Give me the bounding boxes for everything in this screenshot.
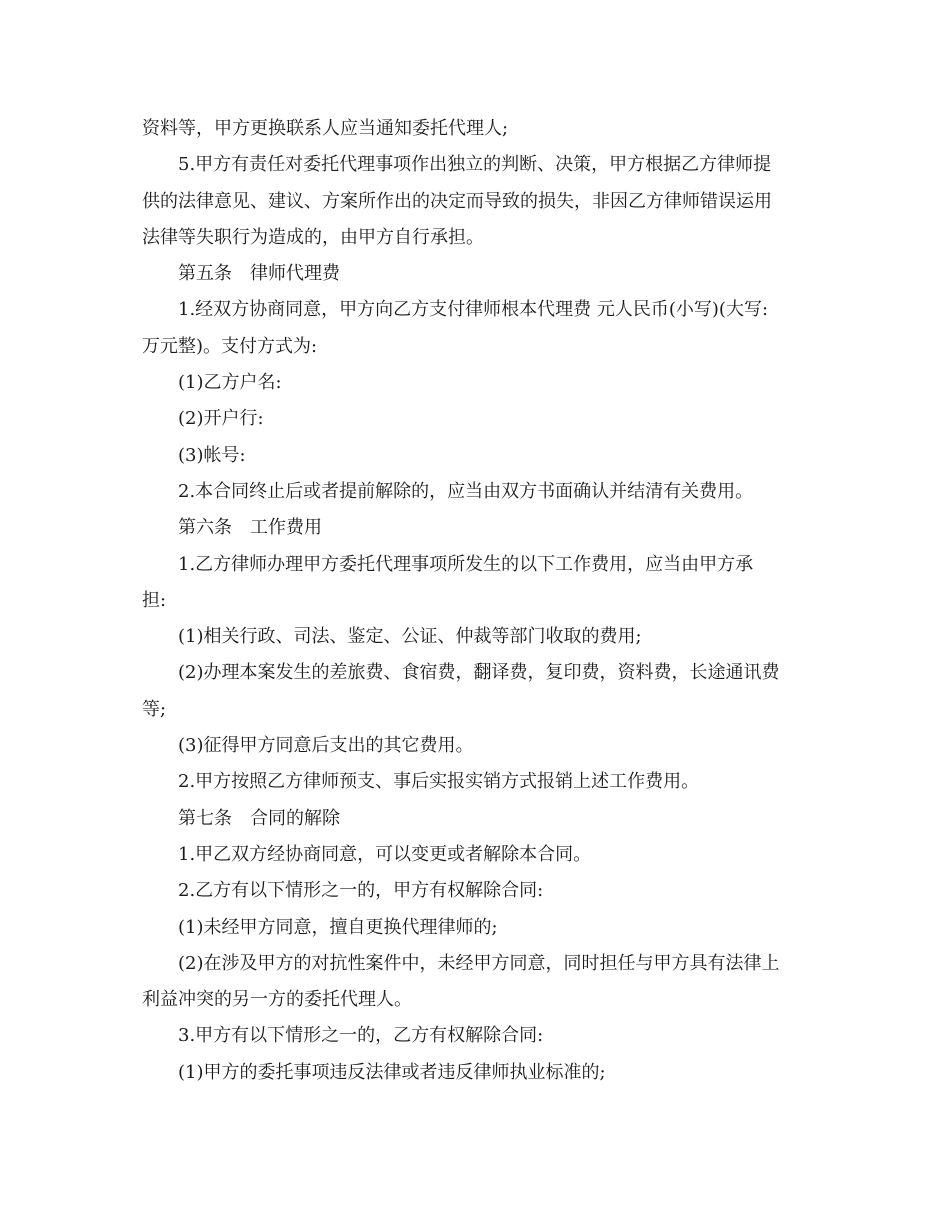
text-line: 1.经双方协商同意，甲方向乙方支付律师根本代理费 元人民币(小写)(大写: bbox=[178, 299, 769, 321]
text-line: 2.甲方按照乙方律师预支、事后实报实销方式报销上述工作费用。 bbox=[178, 771, 700, 793]
text-line: (1)相关行政、司法、鉴定、公证、仲裁等部门收取的费用; bbox=[178, 626, 642, 648]
text-line: (2)在涉及甲方的对抗性案件中，未经甲方同意，同时担任与甲方具有法律上 bbox=[178, 952, 780, 974]
text-line: (1)乙方户名: bbox=[178, 372, 282, 394]
text-line: 万元整)。支付方式为: bbox=[142, 335, 318, 357]
text-line: 5.甲方有责任对委托代理事项作出独立的判断、决策，甲方根据乙方律师提 bbox=[178, 154, 772, 176]
text-line: (1)甲方的委托事项违反法律或者违反律师执业标准的; bbox=[178, 1061, 606, 1083]
text-line: 2.本合同终止后或者提前解除的，应当由双方书面确认并结清有关费用。 bbox=[178, 480, 754, 502]
text-line: (1)未经甲方同意，擅自更换代理律师的; bbox=[178, 916, 498, 938]
text-line: (2)开户行: bbox=[178, 408, 264, 430]
text-line: 3.甲方有以下情形之一的，乙方有权解除合同: bbox=[178, 1025, 544, 1047]
text-line: (3)帐号: bbox=[178, 444, 246, 466]
text-line: 第六条 工作费用 bbox=[178, 517, 322, 539]
text-line: 等; bbox=[142, 698, 167, 720]
text-line: 供的法律意见、建议、方案所作出的决定而导致的损失，非因乙方律师错误运用 bbox=[142, 190, 772, 212]
text-line: (2)办理本案发生的差旅费、食宿费，翻译费，复印费，资料费，长途通讯费 bbox=[178, 662, 780, 684]
text-line: 1.甲乙双方经协商同意，可以变更或者解除本合同。 bbox=[178, 843, 592, 865]
document-body bbox=[142, 111, 810, 1091]
text-line: 担: bbox=[142, 589, 167, 611]
text-line: 2.乙方有以下情形之一的，甲方有权解除合同: bbox=[178, 880, 544, 902]
text-line: 1.乙方律师办理甲方委托代理事项所发生的以下工作费用，应当由甲方承 bbox=[178, 553, 754, 575]
text-line: 利益冲突的另一方的委托代理人。 bbox=[142, 989, 412, 1011]
text-line: 第七条 合同的解除 bbox=[178, 807, 340, 829]
text-line: 资料等，甲方更换联系人应当通知委托代理人; bbox=[142, 118, 509, 139]
text-line: (3)征得甲方同意后支出的其它费用。 bbox=[178, 735, 474, 757]
text-line: 第五条 律师代理费 bbox=[178, 263, 340, 285]
text-line: 法律等失职行为造成的，由甲方自行承担。 bbox=[142, 226, 484, 248]
